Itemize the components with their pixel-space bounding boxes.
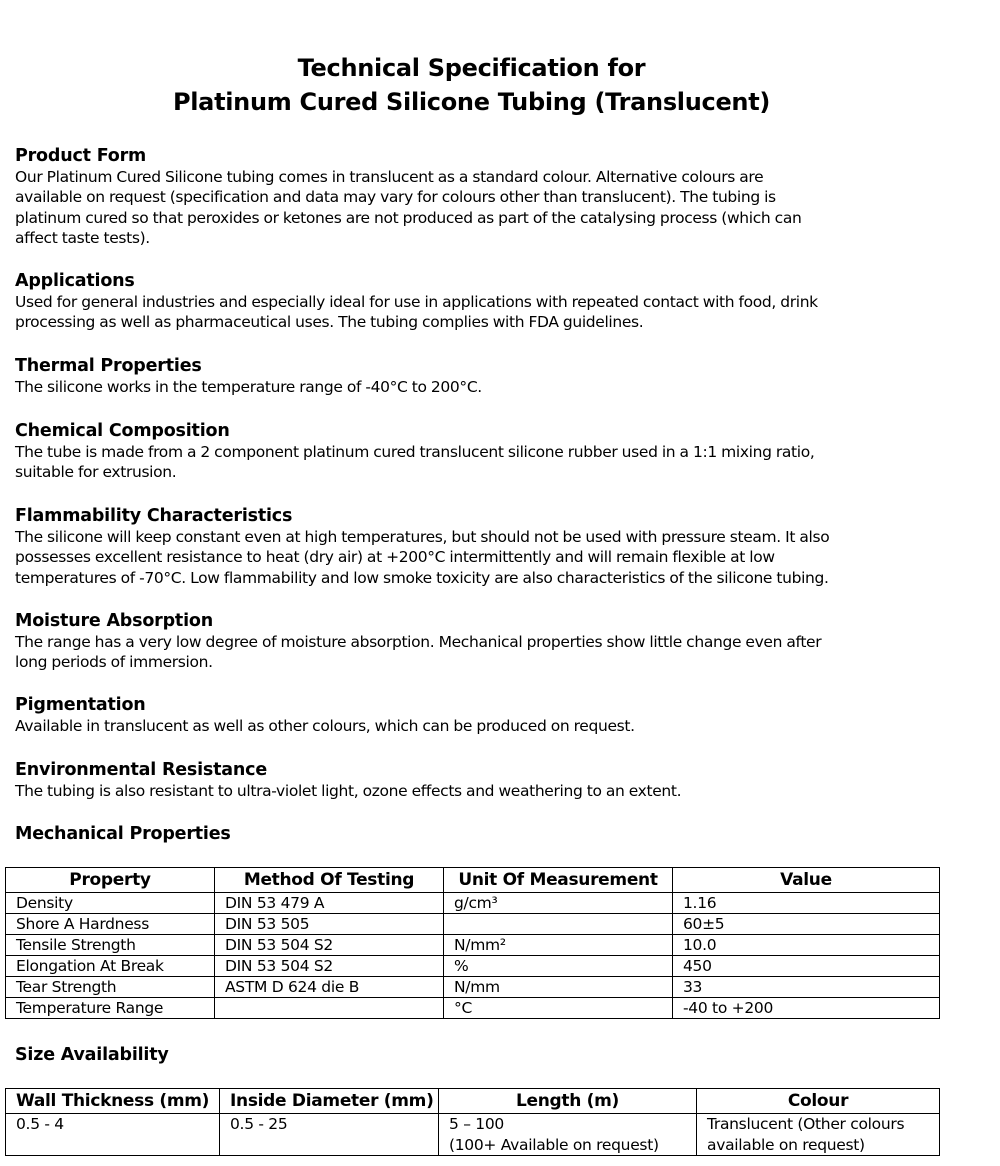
cell-length-line-2: (100+ Available on request) bbox=[449, 1135, 659, 1154]
text-line: The silicone will keep constant even at high temperatures, but should not be used with pressure steam. It also bbox=[15, 528, 830, 546]
document-title bbox=[0, 51, 943, 119]
text-line: suitable for extrusion. bbox=[15, 463, 177, 482]
text-line: affect taste tests). bbox=[15, 228, 150, 247]
paragraph-chemical-composition bbox=[15, 442, 945, 483]
paragraph-moisture-absorption bbox=[15, 632, 945, 673]
section-moisture-absorption bbox=[15, 611, 945, 673]
heading-applications: Applications bbox=[15, 271, 135, 291]
paragraph-product-form bbox=[15, 167, 945, 248]
title-line-1: Technical Specification for bbox=[297, 54, 646, 82]
cell-property: Shore A Hardness bbox=[6, 914, 215, 935]
heading-thermal-properties: Thermal Properties bbox=[15, 356, 202, 376]
text-line: The tubing is also resistant to ultra-violet light, ozone effects and weathering to an extent. bbox=[15, 782, 682, 800]
text-line: temperatures of -70°C. Low flammability and low smoke toxicity are also characteristics of the silicone tubing. bbox=[15, 568, 829, 587]
cell-unit: °C bbox=[444, 998, 673, 1019]
section-product-form bbox=[15, 146, 945, 248]
heading-environmental-resistance: Environmental Resistance bbox=[15, 760, 268, 780]
cell-method: ASTM D 624 die B bbox=[215, 977, 444, 998]
cell-value: 450 bbox=[673, 956, 940, 977]
text-line: long periods of immersion. bbox=[15, 653, 213, 672]
cell-value: 60±5 bbox=[673, 914, 940, 935]
text-line: platinum cured so that peroxides or ketones are not produced as part of the catalysing process (which can bbox=[15, 208, 802, 227]
text-line: Available in translucent as well as other colours, which can be produced on request. bbox=[15, 717, 635, 735]
paragraph-applications bbox=[15, 292, 945, 333]
cell-unit: % bbox=[444, 956, 673, 977]
text-line: Used for general industries and especially ideal for use in applications with repeated contact with food, drink bbox=[15, 293, 818, 311]
cell-colour bbox=[697, 1114, 940, 1156]
paragraph-flammability bbox=[15, 527, 945, 588]
heading-size-availability: Size Availability bbox=[15, 1045, 169, 1065]
cell-property: Tear Strength bbox=[6, 977, 215, 998]
text-line: The range has a very low degree of moisture absorption. Mechanical properties show little change even after bbox=[15, 633, 822, 651]
table-row bbox=[6, 914, 940, 935]
column-header-wall-thickness: Wall Thickness (mm) bbox=[6, 1089, 220, 1114]
paragraph-thermal-properties bbox=[15, 377, 945, 397]
text-line: possesses excellent resistance to heat (dry air) at +200°C intermittently and will remain flexible at low bbox=[15, 548, 775, 567]
cell-length-line-1: 5 – 100 bbox=[449, 1115, 504, 1133]
heading-mechanical-properties: Mechanical Properties bbox=[15, 824, 231, 844]
cell-value: -40 to +200 bbox=[673, 998, 940, 1019]
mechanical-properties-table bbox=[5, 867, 940, 1019]
table-row bbox=[6, 998, 940, 1019]
cell-property: Tensile Strength bbox=[6, 935, 215, 956]
section-flammability bbox=[15, 506, 945, 588]
heading-flammability: Flammability Characteristics bbox=[15, 506, 293, 526]
table-row bbox=[6, 893, 940, 914]
paragraph-pigmentation bbox=[15, 716, 945, 736]
column-header-colour: Colour bbox=[697, 1089, 940, 1114]
column-header-method: Method Of Testing bbox=[215, 868, 444, 893]
text-line: processing as well as pharmaceutical uses. The tubing complies with FDA guidelines. bbox=[15, 313, 644, 332]
table-header-row bbox=[6, 1089, 940, 1114]
cell-value: 33 bbox=[673, 977, 940, 998]
text-line: The silicone works in the temperature range of -40°C to 200°C. bbox=[15, 378, 482, 396]
cell-property: Density bbox=[6, 893, 215, 914]
text-line: The tube is made from a 2 component platinum cured translucent silicone rubber used in a 1:1 mixing ratio, bbox=[15, 443, 815, 461]
section-thermal-properties bbox=[15, 356, 945, 397]
cell-inside-diameter: 0.5 - 25 bbox=[220, 1114, 439, 1156]
cell-unit: N/mm² bbox=[444, 935, 673, 956]
cell-colour-line-2: available on request) bbox=[707, 1135, 865, 1154]
cell-unit: N/mm bbox=[444, 977, 673, 998]
table-header-row bbox=[6, 868, 940, 893]
table-row bbox=[6, 977, 940, 998]
section-applications bbox=[15, 271, 945, 333]
title-line-2: Platinum Cured Silicone Tubing (Translucent) bbox=[172, 88, 771, 116]
heading-chemical-composition: Chemical Composition bbox=[15, 421, 230, 441]
cell-property: Temperature Range bbox=[6, 998, 215, 1019]
cell-value: 10.0 bbox=[673, 935, 940, 956]
text-line: Our Platinum Cured Silicone tubing comes in translucent as a standard colour. Alternative colours are bbox=[15, 168, 764, 186]
column-header-unit: Unit Of Measurement bbox=[444, 868, 673, 893]
table-row bbox=[6, 935, 940, 956]
section-size-availability bbox=[15, 1045, 945, 1066]
cell-unit bbox=[444, 914, 673, 935]
column-header-value: Value bbox=[673, 868, 940, 893]
table-row bbox=[6, 956, 940, 977]
cell-length bbox=[439, 1114, 697, 1156]
cell-method: DIN 53 479 A bbox=[215, 893, 444, 914]
cell-colour-line-1: Translucent (Other colours bbox=[707, 1115, 905, 1133]
cell-unit: g/cm³ bbox=[444, 893, 673, 914]
heading-pigmentation: Pigmentation bbox=[15, 695, 146, 715]
column-header-inside-diameter: Inside Diameter (mm) bbox=[220, 1089, 439, 1114]
size-availability-table bbox=[5, 1088, 940, 1156]
section-chemical-composition bbox=[15, 421, 945, 483]
heading-product-form: Product Form bbox=[15, 146, 147, 166]
cell-method: DIN 53 504 S2 bbox=[215, 935, 444, 956]
cell-wall-thickness: 0.5 - 4 bbox=[6, 1114, 220, 1156]
section-environmental-resistance bbox=[15, 760, 945, 801]
section-pigmentation bbox=[15, 695, 945, 736]
cell-value: 1.16 bbox=[673, 893, 940, 914]
heading-moisture-absorption: Moisture Absorption bbox=[15, 611, 213, 631]
column-header-property: Property bbox=[6, 868, 215, 893]
text-line: available on request (specification and data may vary for colours other than translucent). The tubing is bbox=[15, 188, 776, 207]
cell-method: DIN 53 505 bbox=[215, 914, 444, 935]
paragraph-environmental-resistance bbox=[15, 781, 945, 801]
table-row bbox=[6, 1114, 940, 1156]
cell-method bbox=[215, 998, 444, 1019]
cell-method: DIN 53 504 S2 bbox=[215, 956, 444, 977]
cell-property: Elongation At Break bbox=[6, 956, 215, 977]
section-mechanical-properties bbox=[15, 824, 945, 845]
column-header-length: Length (m) bbox=[439, 1089, 697, 1114]
